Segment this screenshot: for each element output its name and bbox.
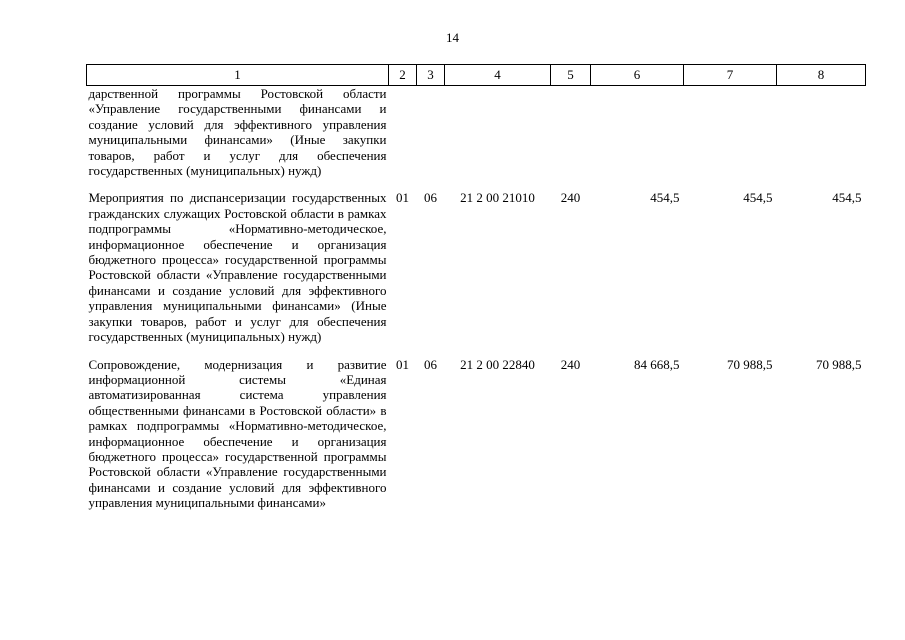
row-amount-1: 454,5: [650, 190, 680, 206]
header-cell-1: 1: [87, 65, 389, 86]
row-amount-1: [591, 86, 684, 191]
row-section: 01: [396, 190, 409, 206]
row-amount-2: 454,5: [743, 190, 773, 206]
row-target-code: [445, 86, 551, 191]
row-expense-type: [551, 86, 591, 191]
row-expense-type: 240: [560, 190, 581, 206]
budget-table: [86, 64, 866, 523]
table-row: [87, 190, 866, 356]
row-description: Мероприятия по диспансеризации государственных гражданских служащих Ростовской области в рамках подпрограммы «Нормативно-методическое, информационное обеспечение и организация бюджетного процесса» государственной программы Ростовской области «Управление государственными финансами и создание условий для эффективного управления муниципальными финансами» (Иные закупки товаров, работ и услуг для обеспечения государственных (муниципальных) нужд): [88, 190, 387, 345]
row-subsection: [417, 86, 445, 191]
row-description: Сопровождение, модернизация и развитие информационной системы «Единая автоматизированная система управления общественными финансами в Ростовской области» в рамках подпрограммы «Нормативно-методическое, информационное обеспечение и организация бюджетного процесса» государственной программы Ростовской области «Управление государственными финансами и создание условий для эффективного управления муниципальными финансами»: [88, 356, 387, 511]
row-amount-1: 84 668,5: [634, 356, 680, 372]
header-cell-7: 7: [684, 65, 777, 86]
row-subsection: 06: [424, 356, 437, 372]
page-number: 14: [446, 30, 459, 45]
row-section: [389, 86, 417, 191]
row-amount-3: 70 988,5: [816, 356, 862, 372]
row-section: 01: [396, 356, 409, 372]
row-amount-2: 70 988,5: [727, 356, 773, 372]
row-target-code: 21 2 00 21010: [460, 190, 535, 206]
table-row: [87, 86, 866, 191]
row-target-code: 21 2 00 22840: [460, 356, 535, 372]
header-cell-5: 5: [551, 65, 591, 86]
header-cell-6: 6: [591, 65, 684, 86]
row-expense-type: 240: [560, 356, 581, 372]
table-row: [87, 357, 866, 523]
row-amount-3: [777, 86, 866, 191]
header-cell-3: 3: [417, 65, 445, 86]
row-description: дарственной программы Ростовской области «Управление государственными финансами и создание условий для эффективного управления муниципальными финансами» (Иные закупки товаров, работ и услуг для обеспечения государственных (муниципальных) нужд): [88, 86, 387, 179]
header-cell-8: 8: [777, 65, 866, 86]
header-cell-2: 2: [389, 65, 417, 86]
row-amount-3: 454,5: [832, 190, 862, 206]
header-cell-4: 4: [445, 65, 551, 86]
table-header-row: [87, 65, 866, 86]
row-amount-2: [684, 86, 777, 191]
row-subsection: 06: [424, 190, 437, 206]
